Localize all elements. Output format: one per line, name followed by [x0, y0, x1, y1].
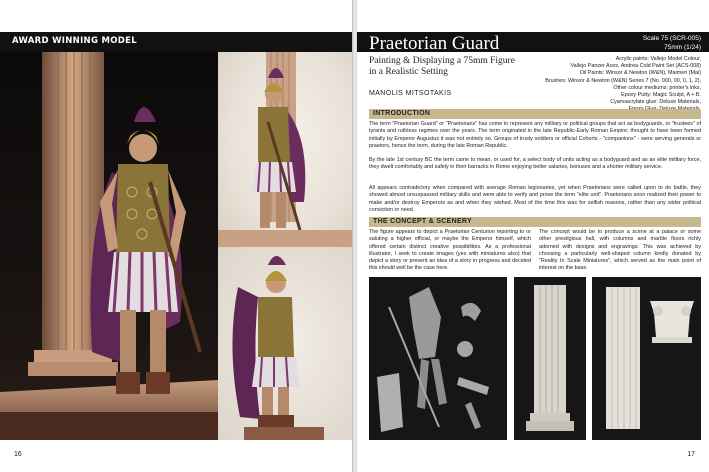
- article-subtitle: Painting & Displaying a 75mm Figure in a Realistic Setting: [369, 56, 515, 77]
- parts-illustration: [369, 277, 507, 440]
- column-parts-photo: [592, 277, 701, 440]
- materials-line: Vallejo Panzer Aces, Andrea Cold Paint Set (ACS-008): [570, 63, 701, 70]
- side-figure-illustration-bottom: [218, 247, 352, 440]
- materials-line: Cyanoacrylate glue: Deluxe Materials,: [610, 99, 701, 106]
- main-figure-photo: [0, 52, 218, 440]
- intro-paragraph: By the late 1st century BC the term came to mean, or used for, a select body of units acting as a bodyguard and as an elite military force, they dwelt comfortably and safely in their barracks in Rome enjoying better salaries, bonuses and a shorter military service.: [369, 157, 701, 171]
- scale-line-2: 75mm (1/24): [664, 44, 701, 51]
- side-figure-illustration-top: [218, 52, 352, 247]
- main-figure-illustration: [0, 52, 218, 440]
- concept-right-column: The concept would be to produce a scene at a palace or some other prestigious hall, with columns and marble floors richly adorned with designs and engravings. This was achieved by choosing a particularly well-shaped column kindly donated by "Reality In Scale Miniatures", which served as the main point of interest on the base.: [539, 229, 701, 272]
- article-title: Praetorian Guard: [369, 33, 500, 54]
- left-page: [0, 0, 352, 472]
- materials-line: Oil Paints: Winsor & Newton (W&N), Maimeri (Mai): [579, 70, 701, 77]
- left-page-number: 16: [14, 451, 22, 458]
- side-view-photo-top: [218, 52, 352, 247]
- materials-line: Other colour mediums: printer's inks,: [613, 84, 701, 91]
- left-band-label: AWARD WINNING MODEL: [12, 36, 137, 46]
- right-page: [357, 0, 709, 472]
- concept-heading: THE CONCEPT & SCENERY: [369, 217, 701, 227]
- concept-left-column: The figure appears to depict a Praetorian Centurion reporting to or saluting a higher official, or maybe the Emperor himself, which offered certain distinct creative possibilities. As a professional illustrator, I seek to create images (yes with miniatures also) that depict a story or present an idea of a story in progress and decided this should well be the case here.: [369, 229, 531, 272]
- intro-heading: INTRODUCTION: [369, 109, 701, 119]
- materials-line: Epoxy Putty: Magic Sculpt, A + B.: [621, 92, 701, 99]
- materials-list: [526, 56, 701, 114]
- column-shaft-illustration: [514, 277, 586, 440]
- scale-line-1: Scale 75 (SCR-005): [642, 35, 701, 42]
- author-name: MANOLIS MITSOTAKIS: [369, 90, 452, 97]
- parts-photo: [369, 277, 507, 440]
- materials-line: Acrylic paints: Vallejo Model Colour,: [615, 56, 701, 62]
- column-parts-illustration: [592, 277, 701, 440]
- side-view-photo-bottom: [218, 247, 352, 440]
- column-shaft-photo: [514, 277, 586, 440]
- scale-info: [643, 34, 701, 52]
- materials-line: Brushes: Winsor & Newton (W&N) Series 7 (No. 000, 00, 0, 1, 2),: [545, 77, 701, 84]
- intro-paragraph: The term "Praetorian Guard" or "Praetorians" has come to represent any military or political groups that act as bodyguards, or "trustees" of tyrants and ruthless regimes over the years. The term originated in the late Republic-Early Roman Empire; thought to have been formed initially by Emperor Augustus it was not entirely so. Groups of trusty soldiers or official Cohorts - "companions" - were serving generals or praetors, hence the term, during the late Roman Republic.: [369, 121, 701, 149]
- right-page-number: 17: [687, 451, 695, 458]
- intro-paragraph: All appears contradictory when compared with average Roman legionaries, yet when Praetorians were called upon to do battle, they showed almost unsurpassed military skills and were able to verify and prove the term "elite unit". Praetorians soon realized their power to make and/or destroy Emperors as and when they wished. Most of the time this was for selfish reasons, rather than any wider political conviction or need.: [369, 185, 701, 213]
